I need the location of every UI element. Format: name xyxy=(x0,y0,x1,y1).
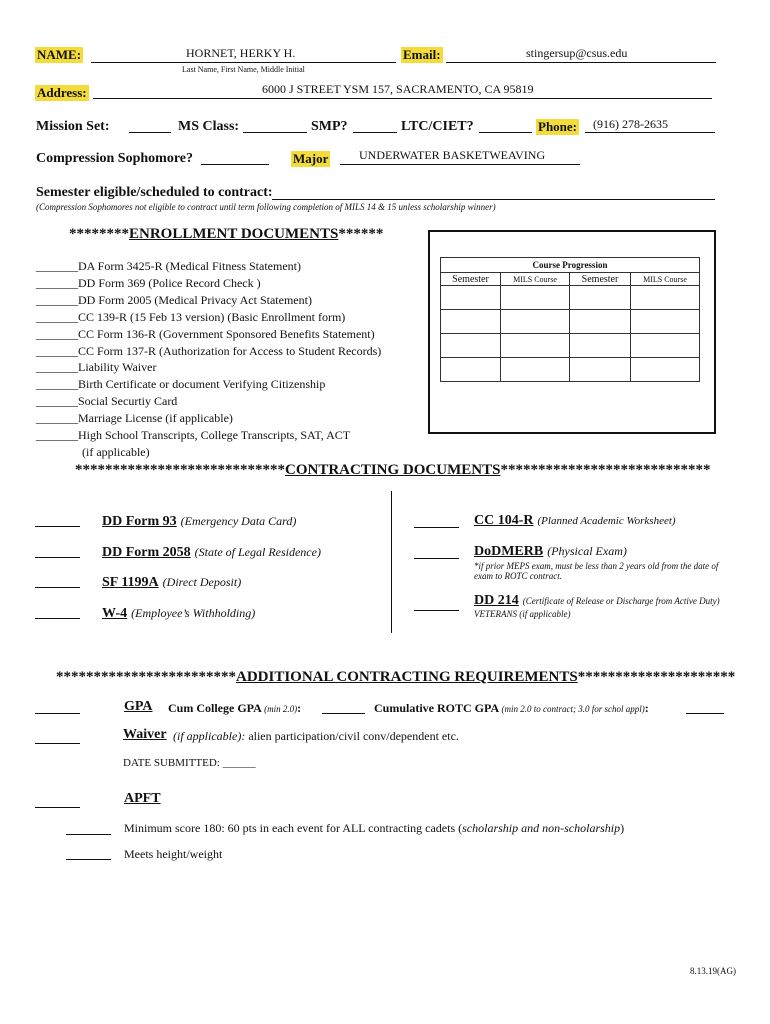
phone-value[interactable]: (916) 278-2635 xyxy=(593,117,668,131)
checkbox-line[interactable] xyxy=(35,713,80,714)
email-value[interactable]: stingersup@csus.edu xyxy=(526,46,628,60)
compression-sophomore-label: Compression Sophomore? xyxy=(36,151,194,166)
compression-field-line[interactable] xyxy=(201,164,269,165)
contracting-item: CC 104-R (Planned Academic Worksheet) xyxy=(474,513,676,528)
contracting-item: SF 1199A (Direct Deposit) xyxy=(102,575,242,590)
date-submitted[interactable]: DATE SUBMITTED: ______ xyxy=(123,757,256,769)
checkbox-line[interactable] xyxy=(35,557,80,558)
rotc-gpa-label: Cumulative ROTC GPA (min 2.0 to contract; 3.0 for schol appl): xyxy=(374,701,649,715)
checkbox-line[interactable] xyxy=(66,859,111,860)
table-cell[interactable] xyxy=(631,358,700,382)
table-cell[interactable] xyxy=(570,286,631,310)
list-item[interactable]: _______Marriage License (if applicable) xyxy=(36,411,233,426)
table-cell[interactable] xyxy=(441,310,501,334)
gpa-label: GPA xyxy=(124,699,153,714)
name-value[interactable]: HORNET, HERKY H. xyxy=(186,46,296,60)
list-item[interactable]: _______Social Securtiy Card xyxy=(36,394,178,409)
rotc-gpa-field[interactable] xyxy=(686,713,724,714)
list-item[interactable]: _______Liability Waiver xyxy=(36,360,157,375)
course-progression-table xyxy=(440,257,700,382)
version-label: 8.13.19(AG) xyxy=(690,966,736,976)
checkbox-line[interactable] xyxy=(414,558,459,559)
list-item[interactable]: _______CC 139-R (15 Feb 13 version) (Basic Enrollment form) xyxy=(36,309,346,324)
additional-title: ADDITIONAL CONTRACTING REQUIREMENTS xyxy=(236,669,578,685)
checkbox-line[interactable] xyxy=(35,807,80,808)
list-item-continuation: (if applicable) xyxy=(82,444,150,459)
contracting-item: DD Form 2058 (State of Legal Residence) xyxy=(102,545,321,560)
contracting-title: CONTRACTING DOCUMENTS xyxy=(285,462,501,478)
table-cell[interactable] xyxy=(501,358,570,382)
min-score-text: Minimum score 180: 60 pts in each event for ALL contracting cadets (scholarship and non-scholarship) xyxy=(124,821,625,835)
checkbox-line[interactable] xyxy=(414,527,459,528)
contracting-item: DoDMERB (Physical Exam) xyxy=(474,544,627,559)
additional-heading xyxy=(56,669,735,686)
list-item[interactable]: _______Birth Certificate or document Verifying Citizenship xyxy=(36,377,326,392)
checkbox-line[interactable] xyxy=(66,834,111,835)
list-item[interactable]: _______High School Transcripts, College Transcripts, SAT, ACT xyxy=(36,428,351,443)
course-progression-title: Course Progression xyxy=(441,258,700,273)
ltc-ciet-field-line[interactable] xyxy=(479,132,532,133)
list-item[interactable]: _______DD Form 369 (Police Record Check ) xyxy=(36,275,261,290)
phone-label: Phone: xyxy=(538,119,577,134)
header-semester: Semester xyxy=(570,273,631,286)
header-mils-course: MILS Course xyxy=(631,273,700,286)
phone-field-line[interactable] xyxy=(585,132,715,133)
table-cell[interactable] xyxy=(631,286,700,310)
ltc-ciet-label: LTC/CIET? xyxy=(401,119,474,134)
checkbox-line[interactable] xyxy=(35,587,80,588)
semester-note: (Compression Sophomores not eligible to contract until term following completion of MILS 14 & 15 unless scholarship winner) xyxy=(36,202,496,212)
mission-set-field-line[interactable] xyxy=(129,132,171,133)
enrollment-title: ENROLLMENT DOCUMENTS xyxy=(129,226,339,242)
table-cell[interactable] xyxy=(501,334,570,358)
address-field-line[interactable] xyxy=(93,98,712,99)
ms-class-label: MS Class: xyxy=(178,119,240,134)
stars-right: **************************** xyxy=(500,462,711,478)
semester-eligible-label: Semester eligible/scheduled to contract: xyxy=(36,185,273,200)
ms-class-field-line[interactable] xyxy=(243,132,307,133)
table-cell[interactable] xyxy=(501,310,570,334)
stars-left: ************************ xyxy=(56,669,236,685)
list-item[interactable]: _______DD Form 2005 (Medical Privacy Act Statement) xyxy=(36,292,312,307)
table-cell[interactable] xyxy=(441,334,501,358)
list-item[interactable]: _______CC Form 136-R (Government Sponsored Benefits Statement) xyxy=(36,326,375,341)
smp-label: SMP? xyxy=(311,119,348,134)
stars-right: ****** xyxy=(338,226,384,242)
table-cell[interactable] xyxy=(631,334,700,358)
semester-field-line[interactable] xyxy=(272,199,715,200)
name-hint: Last Name, First Name, Middle Initial xyxy=(182,65,305,74)
mission-set-label: Mission Set: xyxy=(36,119,110,134)
contracting-item: W-4 (Employee’s Withholding) xyxy=(102,606,256,621)
checkbox-line[interactable] xyxy=(414,610,459,611)
email-label: Email: xyxy=(403,47,441,62)
cum-college-gpa-label: Cum College GPA (min 2.0): xyxy=(168,701,302,715)
list-item[interactable]: _______DA Form 3425-R (Medical Fitness Statement) xyxy=(36,259,301,273)
apft-label: APFT xyxy=(124,791,161,806)
dodmerb-note: *if prior MEPS exam, must be less than 2 years old from the date of exam to ROTC contract. xyxy=(474,561,719,581)
enrollment-list xyxy=(36,258,381,461)
table-cell[interactable] xyxy=(570,334,631,358)
column-divider xyxy=(391,491,392,633)
waiver-text: (if applicable): alien participation/civil conv/dependent etc. xyxy=(173,729,459,743)
stars-right: ********************* xyxy=(577,669,736,685)
waiver-label: Waiver xyxy=(123,727,167,742)
name-field-line[interactable] xyxy=(91,62,396,63)
smp-field-line[interactable] xyxy=(353,132,397,133)
address-value[interactable]: 6000 J STREET YSM 157, SACRAMENTO, CA 95819 xyxy=(262,82,534,96)
checkbox-line[interactable] xyxy=(35,618,80,619)
table-cell[interactable] xyxy=(441,286,501,310)
contracting-item: DD 214 (Certificate of Release or Discharge from Active Duty) VETERANS (if applicable) xyxy=(474,593,720,619)
stars-left: **************************** xyxy=(75,462,285,478)
header-semester: Semester xyxy=(441,273,501,286)
major-label: Major xyxy=(293,151,329,166)
height-weight-text: Meets height/weight xyxy=(124,847,223,861)
contracting-item: DD Form 93 (Emergency Data Card) xyxy=(102,514,297,529)
address-label: Address: xyxy=(37,85,87,100)
major-field-line[interactable] xyxy=(340,164,580,165)
list-item[interactable]: _______CC Form 137-R (Authorization for Access to Student Records) xyxy=(36,343,382,358)
table-cell[interactable] xyxy=(631,310,700,334)
checkbox-line[interactable] xyxy=(35,743,80,744)
checkbox-line[interactable] xyxy=(35,526,80,527)
header-mils-course: MILS Course xyxy=(501,273,570,286)
contracting-heading xyxy=(75,462,710,479)
table-cell[interactable] xyxy=(441,358,501,382)
stars-left: ******** xyxy=(69,226,129,242)
table-cell[interactable] xyxy=(570,310,631,334)
table-cell[interactable] xyxy=(501,286,570,310)
email-field-line[interactable] xyxy=(446,62,716,63)
major-value[interactable]: UNDERWATER BASKETWEAVING xyxy=(359,148,546,162)
cum-college-gpa-field[interactable] xyxy=(322,713,365,714)
table-cell[interactable] xyxy=(570,358,631,382)
enrollment-heading xyxy=(69,226,383,243)
name-label: NAME: xyxy=(37,47,82,62)
